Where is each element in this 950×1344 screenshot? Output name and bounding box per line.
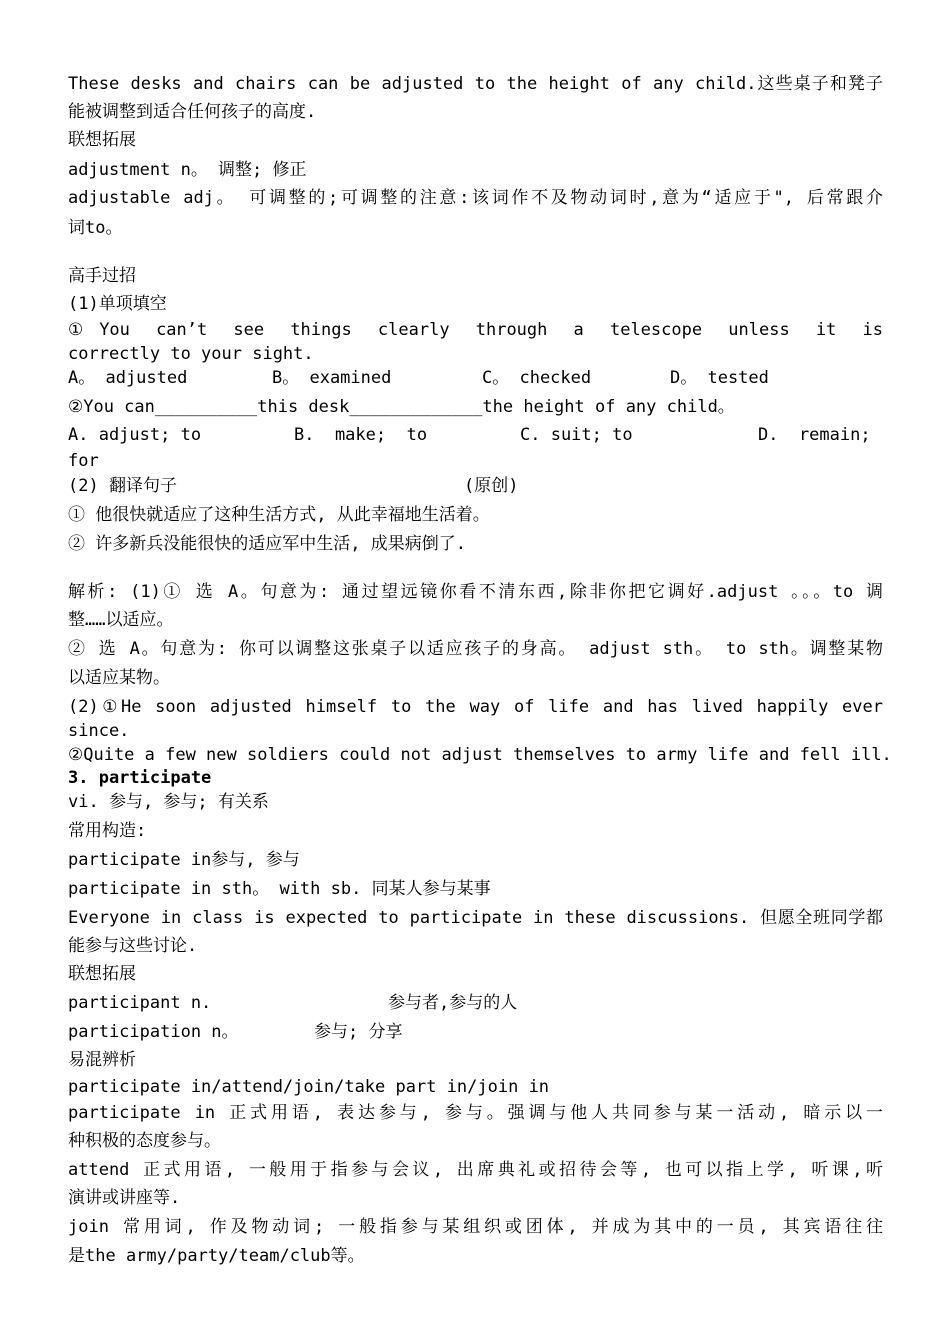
subsection-heading: (2) 翻译句子 [68, 476, 177, 496]
answer-line: (2)①He soon adjusted himself to the way of life and has lived happily ever [68, 697, 883, 717]
translation-item: ① 他很快就适应了这种生活方式, 从此幸福地生活着。 [68, 505, 490, 525]
vocab-meaning: 参与; 分享 [314, 1022, 403, 1042]
comparison-line: join 常用词, 作及物动词; 一般指参与某组织或团体, 并成为其中的一员, 其宾语往往 [68, 1217, 883, 1237]
translation-item: ② 许多新兵没能很快的适应军中生活, 成果病倒了. [68, 534, 466, 554]
section-heading: 高手过招 [68, 266, 136, 286]
example-translation-line: 能被调整到适合任何孩子的高度. [68, 102, 317, 122]
option-c: C。 checked [482, 368, 592, 388]
analysis-line: 整……以适应。 [68, 610, 174, 630]
text-line: for [68, 451, 99, 471]
section-heading: 联想拓展 [68, 130, 136, 150]
vocab-meaning: 参与者,参与的人 [388, 993, 518, 1013]
option-a: A. adjust; to [68, 425, 202, 445]
definition-line: vi. 参与, 参与; 有关系 [68, 792, 269, 812]
text-line: 词to。 [68, 218, 123, 238]
vocab-term: participant n. [68, 993, 212, 1013]
example-sentence-line: Everyone in class is expected to participate in these discussions. 但愿全班同学都 [68, 908, 883, 928]
question-line: ①You can’t see things clearly through a telescope unless it is [68, 320, 883, 340]
usage-line: participate in sth。 with sb. 同某人参与某事 [68, 879, 491, 899]
answer-line: since. [68, 721, 130, 741]
option-d: D。 tested [670, 368, 769, 388]
comparison-line: 是the army/party/team/club等。 [68, 1246, 365, 1266]
vocab-line: adjustment n。 调整; 修正 [68, 160, 307, 180]
question-line: correctly to your sight. [68, 344, 314, 364]
analysis-line: 以适应某物。 [68, 668, 170, 688]
section-heading: 常用构造: [68, 821, 147, 841]
example-translation-line: 能参与这些讨论. [68, 936, 198, 956]
comparison-line: participate in 正式用语, 表达参与, 参与。强调与他人共同参与某一活动, 暗示以一 [68, 1103, 883, 1123]
option-a: A。 adjusted [68, 368, 188, 388]
vocab-term: participation n。 [68, 1022, 239, 1042]
option-d: D. remain; [758, 425, 871, 445]
usage-line: participate in参与, 参与 [68, 850, 300, 870]
subsection-heading: (1)单项填空 [68, 294, 167, 314]
option-b: B。 examined [272, 368, 392, 388]
analysis-line: 解析: (1)① 选 A。句意为: 通过望远镜你看不清东西,除非你把它调好.adjust 。。。to 调 [68, 582, 883, 602]
answer-line: ②Quite a few new soldiers could not adjust themselves to army life and fell ill. [68, 745, 892, 765]
analysis-line: ② 选 A。句意为: 你可以调整这张桌子以适应孩子的身高。 adjust sth。 to sth。调整某物 [68, 639, 883, 659]
comparison-line: 演讲或讲座等. [68, 1188, 181, 1208]
question-line: ②You can__________this desk_____________the height of any child。 [68, 397, 735, 417]
vocab-line: adjustable adj。 可调整的;可调整的注意:该词作不及物动词时,意为“适应于", 后常跟介 [68, 188, 883, 208]
section-heading: 联想拓展 [68, 964, 136, 984]
example-sentence-line: These desks and chairs can be adjusted to the height of any child.这些桌子和凳子 [68, 74, 883, 94]
section-heading: 易混辨析 [68, 1050, 136, 1070]
comparison-line: 种积极的态度参与。 [68, 1131, 221, 1151]
source-note: (原创) [464, 476, 519, 496]
option-b: B. make; to [294, 425, 428, 445]
comparison-line: attend 正式用语, 一般用于指参与会议, 出席典礼或招待会等, 也可以指上学, 听课,听 [68, 1160, 883, 1180]
entry-heading: 3. participate [68, 768, 212, 788]
option-c: C. suit; to [520, 425, 633, 445]
comparison-title: participate in/attend/join/take part in/join in [68, 1077, 550, 1097]
